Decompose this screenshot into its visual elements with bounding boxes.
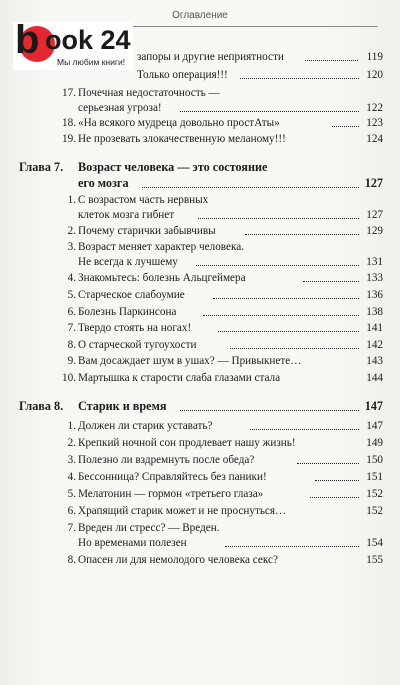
toc-entry-number: 9. [67,355,76,367]
toc-entry-title: Мартышка к старости слаба глазами стала [78,372,281,384]
dot-leader [180,111,359,112]
toc-entry-page: 142 [366,339,383,351]
dot-leader [213,298,359,299]
toc-entry-title: О старческой тугоухости [78,339,197,351]
toc-entry-page: 138 [366,306,383,318]
toc-entry-number: 1. [67,194,76,206]
toc-entry-number: 8. [67,554,76,566]
toc-entry-page: 150 [366,454,383,466]
toc-entry-page: 151 [366,471,383,483]
toc-entry-title: Вреден ли стресс? — Вреден. [78,522,220,534]
toc-entry-page: 147 [366,420,383,432]
dot-leader [142,187,359,188]
toc-entry-title: Знакомьтесь: болезнь Альцгеймера [78,272,246,284]
page-header: Оглавление [172,10,228,21]
toc-entry-page: 119 [366,51,383,63]
dot-leader [305,60,358,61]
dot-leader [218,331,359,332]
dot-leader [332,126,359,127]
toc-entry-title: запоры и другие неприятности [137,51,284,63]
toc-entry-title: Мелатонин — гормон «третьего глаза» [78,488,264,500]
toc-entry-page: 133 [366,272,383,284]
toc-entry-title-line2: Но временами полезен [78,537,187,549]
toc-entry-page: 123 [366,117,383,129]
toc-entry-number: 19. [62,133,76,145]
toc-entry-page: 120 [366,69,383,81]
toc-entry-number: 17. [62,87,76,99]
toc-entry-title: Вам досаждает шум в ушах? — Привыкнете… [78,355,302,367]
toc-entry-number: 8. [67,339,76,351]
toc-entry-number: 4. [67,272,76,284]
toc-entry-number: 5. [67,488,76,500]
dot-leader [180,410,359,411]
toc-entry-title: Полезно ли вздремнуть после обеда? [78,454,255,466]
dot-leader [198,218,359,219]
toc-entry-title: Опасен ли для немолодого человека секс? [78,554,278,566]
toc-entry-page: 136 [366,289,383,301]
book24-logo[interactable] [13,18,133,70]
toc-entry-title-line2: серьезная угроза! [78,102,162,114]
toc-entry-title-line2: клеток мозга гибнет [78,209,175,221]
dot-leader [315,480,359,481]
dot-leader [230,348,359,349]
toc-entry-page: 143 [366,355,383,367]
toc-entry-title: С возрастом часть нервных [78,194,209,206]
dot-leader [245,234,359,235]
toc-entry-number: 2. [67,437,76,449]
toc-entry-number: 6. [67,306,76,318]
toc-entry-number: 10. [62,372,76,384]
toc-entry-title: Твердо стоять на ногах! [78,322,192,334]
toc-entry-number: 3. [67,241,76,253]
toc-entry-title: Старческое слабоумие [78,289,185,301]
logo-letter-b: b [15,18,40,62]
dot-leader [250,429,359,430]
chapter-title: Старик и время [78,399,167,413]
toc-entry-page: 122 [366,102,383,114]
toc-entry-title: Почему старички забывчивы [78,225,216,237]
toc-entry-title: Не прозевать злокачественную меланому!!! [78,133,286,145]
toc-entry-number: 7. [67,322,76,334]
toc-entry-number: 4. [67,471,76,483]
chapter-label: Глава 8. [19,399,64,413]
logo-brand-text: ook 24 [45,25,131,55]
toc-entry-title: Крепкий ночной сон продлевает нашу жизнь! [78,437,296,449]
toc-entry-number: 7. [67,522,76,534]
toc-entry-page: 152 [366,505,383,517]
toc-entry-title: Бессонница? Справляйтесь без паники! [78,471,267,483]
toc-entry-page: 124 [366,133,383,145]
chapter-page: 147 [364,399,383,413]
dot-leader [303,281,359,282]
toc-entry-title: Возраст меняет характер человека. [78,241,244,253]
toc-entry-page: 144 [366,372,383,384]
toc-entry-title: Только операция!!! [137,69,228,81]
toc-entry-number: 5. [67,289,76,301]
toc-entry-number: 2. [67,225,76,237]
dot-leader [297,463,359,464]
toc-entry-number: 6. [67,505,76,517]
toc-entry-page: 127 [366,209,383,221]
toc-entry-title: Должен ли старик уставать? [78,420,213,432]
toc-entry-page: 141 [366,322,383,334]
toc-entry-title: Почечная недостаточность — [78,87,220,99]
toc-entry-title: «На всякого мудреца довольно простАты» [78,117,280,129]
toc-entry-number: 3. [67,454,76,466]
toc-entry-page: 154 [366,537,383,549]
dot-leader [240,78,359,79]
toc-entry-title: Храпящий старик может и не проснуться… [78,505,287,517]
chapter-title-line2: его мозга [78,176,129,190]
toc-entry-page: 152 [366,488,383,500]
toc-entry-number: 1. [67,420,76,432]
chapter-label: Глава 7. [19,160,64,174]
toc-entry-page: 129 [366,225,383,237]
chapter-page: 127 [364,176,383,190]
toc-entry-page: 131 [366,256,383,268]
toc-entry-page: 149 [366,437,383,449]
toc-entry-title: Болезнь Паркинсона [78,306,177,318]
toc-entry-number: 18. [62,117,76,129]
dot-leader [225,546,359,547]
dot-leader [196,265,359,266]
dot-leader [203,315,359,316]
toc-entry-title-line2: Не всегда к лучшему [78,256,178,268]
chapter-title: Возраст человека — это состояние [78,160,268,174]
logo-slogan: Мы любим книги! [57,57,126,67]
toc-entry-page: 155 [366,554,383,566]
dot-leader [310,497,359,498]
